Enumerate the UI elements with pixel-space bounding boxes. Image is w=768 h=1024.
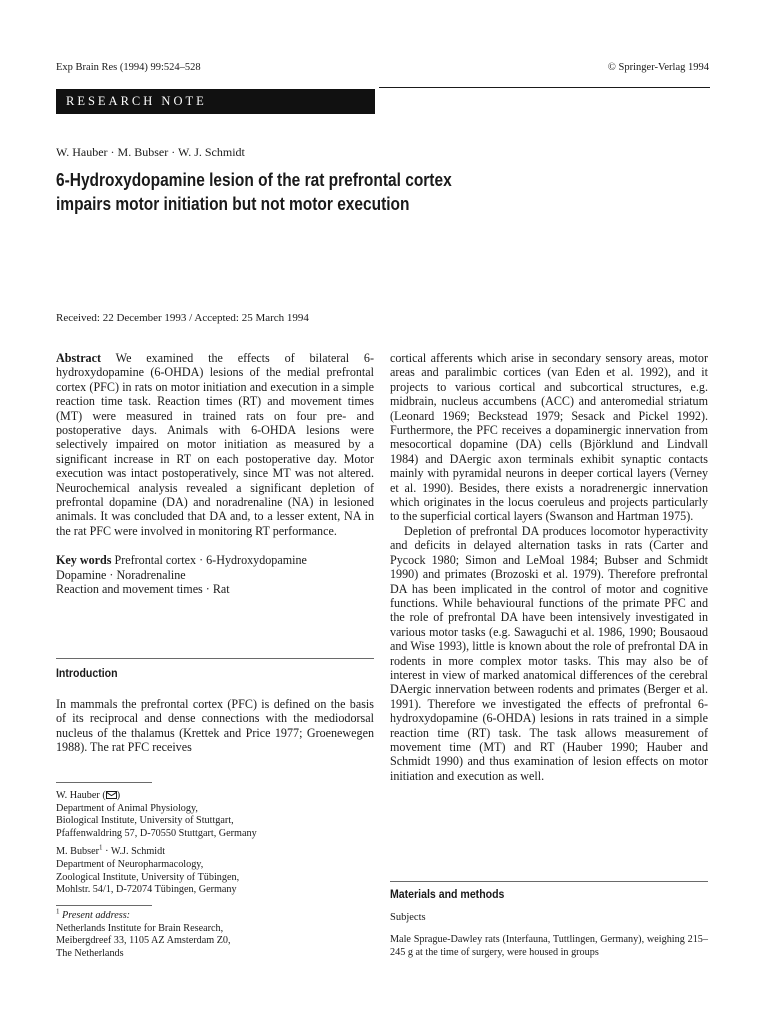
section-divider-methods [390,881,708,882]
footnote-divider-2 [56,905,152,906]
subjects-text: Male Sprague-Dawley rats (Interfauna, Tuttlingen, Germany), weighing 215–245 g at the time of surgery, were housed in groups [390,934,708,958]
title-line-2: impairs motor initiation but not motor execution [56,194,410,214]
present-address-line-2: Meibergdreef 33, 1105 AZ Amsterdam Z0, [56,935,231,947]
affiliation-1-line-3: Pfaffenwaldring 57, D-70550 Stuttgart, Germany [56,827,257,839]
affiliation-author-2: M. Bubser$^1$ · W.J. Schmidt [56,843,166,858]
right-column [390,351,708,783]
affiliation-1-line-2: Biological Institute, University of Stuttgart, [56,815,234,827]
introduction-heading: Introduction [56,666,118,680]
keywords-label: Key words [56,553,112,568]
article-title [56,168,615,216]
intro-paragraph-2: Depletion of prefrontal DA produces locomotor hyperactivity and deficits in delayed alternation tasks in rats (Carter and Pycock 1980; Simon and LeMoal 1984; Bubser and Schmidt 1990) and primates (Brozoski et al. 1979). Therefore prefrontal DA has been implicated in the control of motor and cognitive functions. While behavioural functions of the primate PFC and the role of prefrontal DA have been intensively investigated in various motor tasks (e.g. Sawaguchi et al. 1986, 1990; Bousaoud and Wise 1993), little is known about the role of prefrontal DA in rodents in more complex motor tasks. This may also be of interest in view of marked anatomical differences of the cerebral DAergic innervation between rodents and primates (Berger et al. 1991). Therefore we investigated the effects of prefrontal 6-hydroxydopamine (6-OHDA) lesions in rats trained in a simple reaction time (RT) task. The task allows measurement of movement time (MT) and RT (Hauber 1990; Hauber and Schmidt 1990) and thus examination of lesion effects on motor initiation and execution as well. [390,523,708,783]
present-address-line-1: Netherlands Institute for Brain Research, [56,922,224,934]
section-divider [56,658,374,659]
author-list: W. Hauber · M. Bubser · W. J. Schmidt [56,145,245,159]
abstract-label: Abstract [56,351,102,365]
introduction-text: In mammals the prefrontal cortex (PFC) is defined on the basis of its reciprocal and dense connections with the mediodorsal nucleus of the thalamus (Krettek and Price 1977; Groenewegen 1988). The rat PFC receives [56,697,374,755]
intro-paragraph-1: cortical afferents which arise in secondary sensory areas, motor areas and paralimbic cortices (van Eden et al. 1992), and it projects to various cortical and subcortical structures, e.g. midbrain, nucleus accumbens (ACC) and anteromedial striatum (Leonard 1969; Beckstead 1979; Sesack and Pickel 1992). Furthermore, the PFC receives a dopaminergic innervation from mesocortical dopamine (DA) cells (Björklund and Lindvall 1984) and DAergic axon terminals exhibit synaptic contacts mainly with pyramidal neurons in deeper cortical layers (Verney et al. 1990). Besides, there exists a noradrenergic innervation which originates in the locus coeruleus and projects particularly to the superficial cortical layers (Swanson and Hartman 1975). [390,351,708,524]
header-rule [379,87,710,88]
present-address-label: Present address: [62,910,131,921]
affiliation-1-line-1: Department of Animal Physiology, [56,802,198,814]
journal-reference: Exp Brain Res (1994) 99:524–528 [56,62,201,73]
present-address-footnote: $^1$ Present address: Netherlands Institute for Brain Research, Meibergdreef 33, 1105 AZ Amsterdam Z0, The Netherlands [56,910,374,960]
left-column [56,351,374,597]
affiliation-2-line-1: Department of Neuropharmacology, [56,858,204,870]
copyright-notice: © Springer-Verlag 1994 [607,62,709,73]
affiliation-2-line-3: Mohlstr. 54/1, D-72074 Tübingen, Germany [56,884,237,896]
affiliation-author-1: W. Hauber ( ) [56,790,121,801]
abstract-text: We examined the effects of bilateral 6-hydroxydopamine (6-OHDA) lesions of the medial prefrontal cortex (PFC) in rats on motor initiation and execution in a simple reaction time task. Reaction times (RT) and movement times (MT) were measured in trained rats on four pre- and postoperative days. Animals with 6-OHDA lesions were selectively impaired on motor initiation as measured by a significant increase in RT on each postoperative day. Motor execution was intact postoperatively, since MT was not altered. Neurochemical analysis revealed a significant depletion of prefrontal dopamine (DA) and noradrenaline (NA) in lesioned animals. It was concluded that DA and, to a lesser extent, NA in the rat PFC were involved in monitoring RT performance. [56,351,375,538]
affiliation-block [56,790,374,897]
abstract [56,351,374,538]
affiliation-2-line-2: Zoological Institute, University of Tübingen, [56,871,240,883]
present-address-line-3: The Netherlands [56,947,124,959]
footnote-divider [56,782,152,783]
keywords [56,553,374,596]
subjects-heading: Subjects [390,912,426,923]
research-note-banner: RESEARCH NOTE [56,89,375,114]
envelope-icon [106,791,117,799]
keywords-line-3: Reaction and movement times · Rat [56,582,230,597]
keywords-line-2: Dopamine · Noradrenaline [56,567,186,582]
keywords-line-1: Prefrontal cortex · 6-Hydroxydopamine [114,553,307,568]
title-line-1: 6-Hydroxydopamine lesion of the rat prefrontal cortex [56,170,452,190]
methods-heading: Materials and methods [390,887,505,901]
received-dates: Received: 22 December 1993 / Accepted: 25 March 1994 [56,312,309,324]
